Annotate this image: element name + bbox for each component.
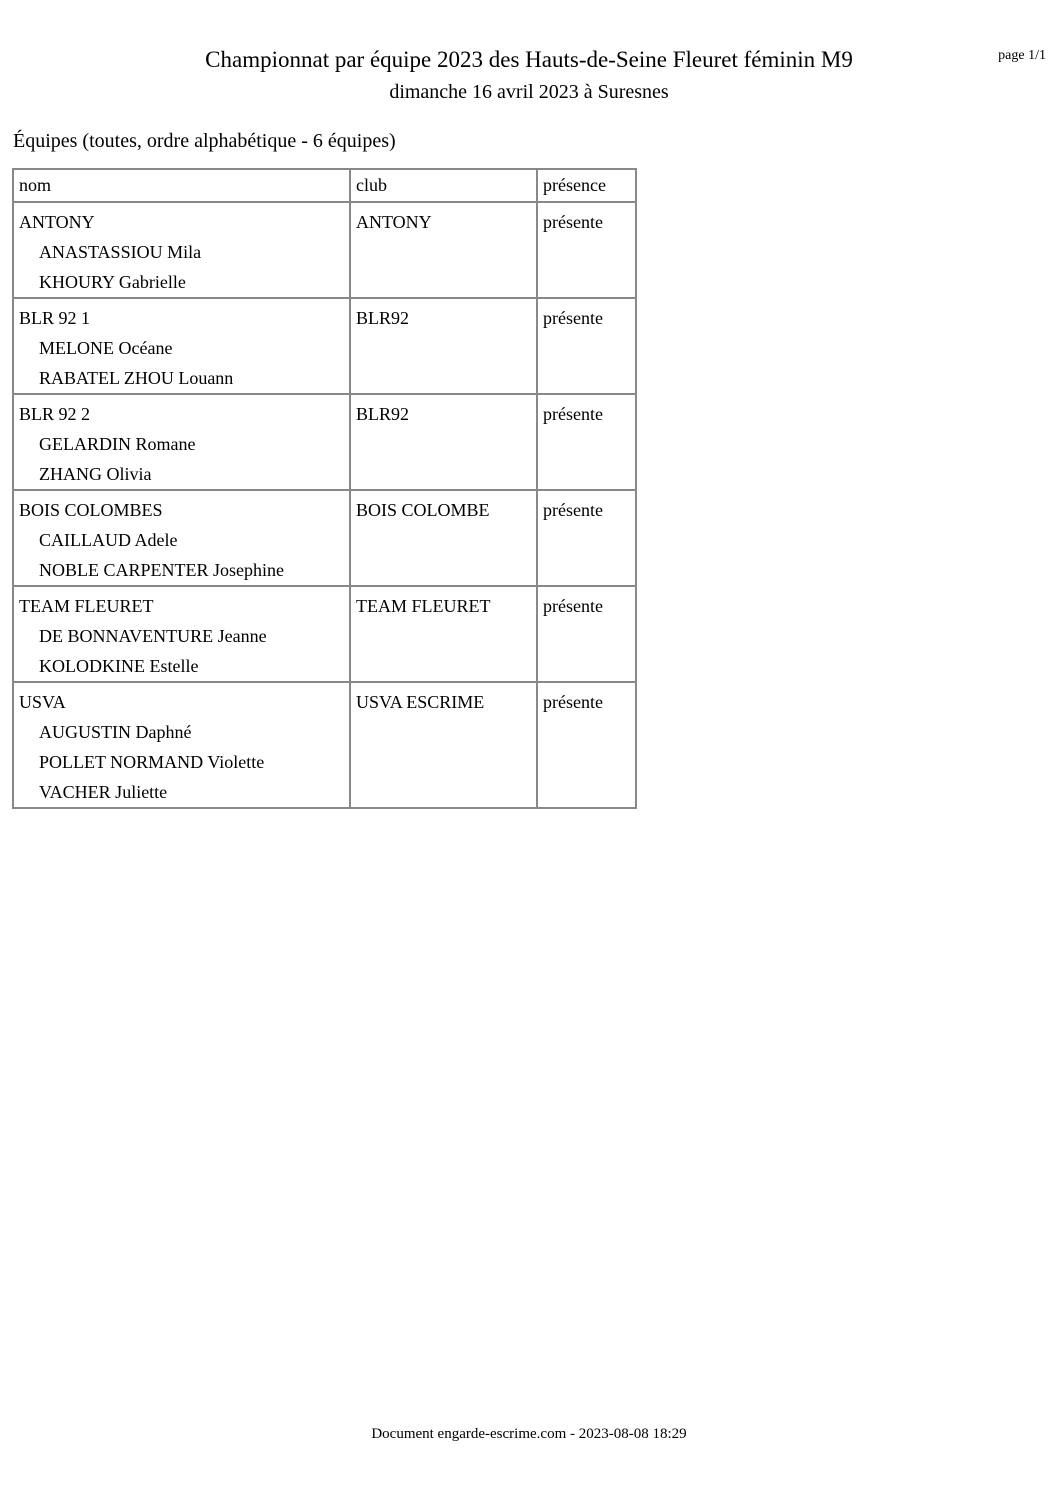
section-heading: Équipes (toutes, ordre alphabétique - 6 équipes) [13, 130, 396, 152]
team-name: USVA [19, 692, 66, 712]
team-cell [13, 586, 350, 682]
team-member: RABATEL ZHOU Louann [39, 368, 234, 388]
team-member: KHOURY Gabrielle [39, 272, 186, 292]
club-cell: BLR92 [350, 298, 537, 394]
team-cell [13, 298, 350, 394]
table-row [13, 298, 636, 394]
table-row [13, 490, 636, 586]
page-number: page 1/1 [998, 48, 1046, 63]
column-header-club: club [350, 169, 537, 202]
teams-table [12, 168, 637, 809]
team-member: MELONE Océane [39, 338, 173, 358]
team-name: BLR 92 1 [19, 308, 91, 328]
presence-cell: présente [537, 682, 636, 808]
team-member: AUGUSTIN Daphné [39, 722, 192, 742]
table-row [13, 586, 636, 682]
club-cell: TEAM FLEURET [350, 586, 537, 682]
team-cell [13, 202, 350, 298]
presence-cell: présente [537, 394, 636, 490]
team-member: NOBLE CARPENTER Josephine [39, 560, 284, 580]
team-member: DE BONNAVENTURE Jeanne [39, 626, 267, 646]
club-cell: USVA ESCRIME [350, 682, 537, 808]
presence-cell: présente [537, 490, 636, 586]
team-name: BOIS COLOMBES [19, 500, 163, 520]
club-cell: BOIS COLOMBE [350, 490, 537, 586]
page-subtitle: dimanche 16 avril 2023 à Suresnes [389, 81, 669, 103]
club-cell: BLR92 [350, 394, 537, 490]
column-header-nom: nom [13, 169, 350, 202]
team-member: CAILLAUD Adele [39, 530, 178, 550]
team-cell [13, 490, 350, 586]
page-title: Championnat par équipe 2023 des Hauts-de-Seine Fleuret féminin M9 [205, 47, 853, 72]
presence-cell: présente [537, 298, 636, 394]
team-cell [13, 682, 350, 808]
table-row [13, 394, 636, 490]
team-member: KOLODKINE Estelle [39, 656, 199, 676]
club-cell: ANTONY [350, 202, 537, 298]
team-name: BLR 92 2 [19, 404, 91, 424]
team-name: ANTONY [19, 212, 95, 232]
table-header-row [13, 169, 636, 202]
table-row [13, 202, 636, 298]
column-header-presence: présence [537, 169, 636, 202]
table-row [13, 682, 636, 808]
presence-cell: présente [537, 586, 636, 682]
team-member: POLLET NORMAND Violette [39, 752, 265, 772]
team-cell [13, 394, 350, 490]
team-member: VACHER Juliette [39, 782, 168, 802]
presence-cell: présente [537, 202, 636, 298]
document-footer: Document engarde-escrime.com - 2023-08-08 18:29 [371, 1426, 687, 1442]
team-member: GELARDIN Romane [39, 434, 196, 454]
team-member: ANASTASSIOU Mila [39, 242, 202, 262]
team-name: TEAM FLEURET [19, 596, 154, 616]
team-member: ZHANG Olivia [39, 464, 152, 484]
